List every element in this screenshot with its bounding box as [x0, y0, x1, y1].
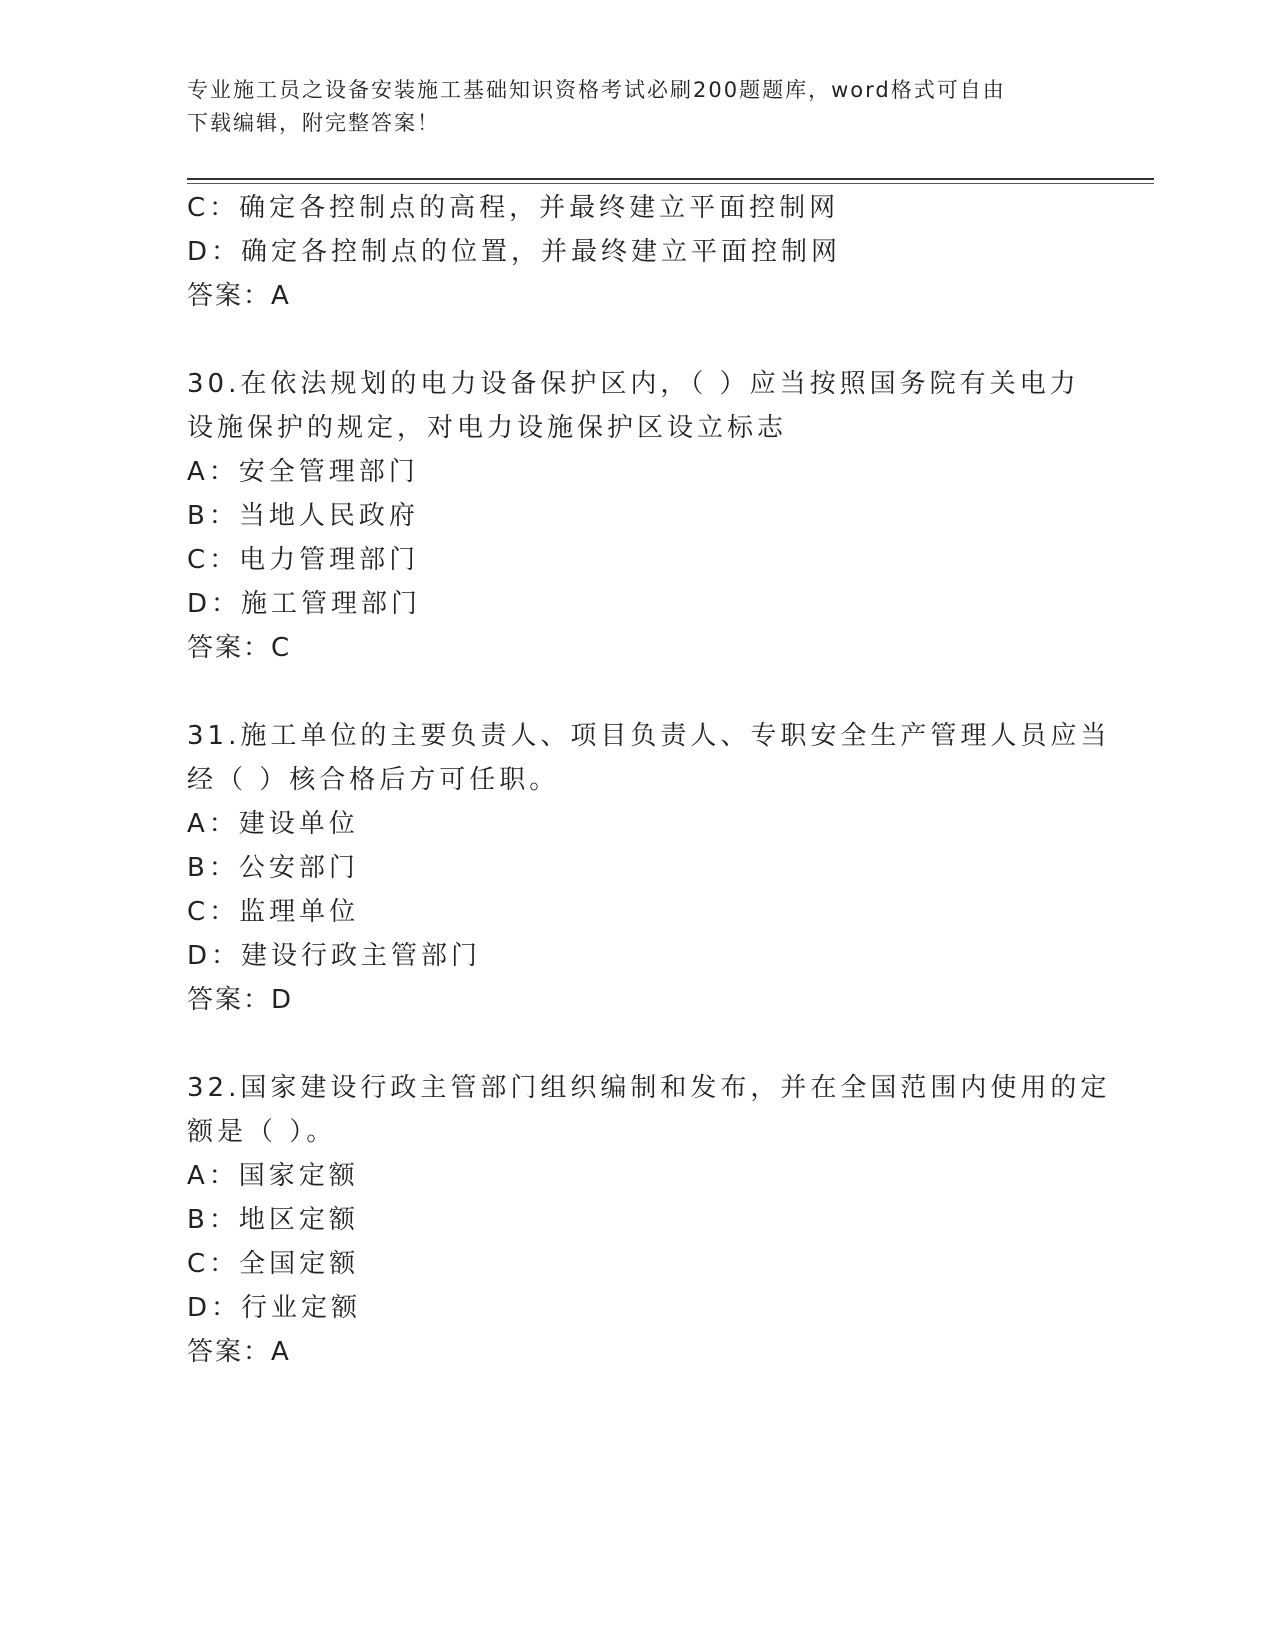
question-32-option-a: A：国家定额: [187, 1161, 359, 1191]
question-30-stem-line-1: 30.在依法规划的电力设备保护区内，（ ）应当按照国务院有关电力: [187, 369, 1080, 399]
header-title-line-2: 下载编辑，附完整答案！: [187, 111, 440, 135]
question-31-stem-line-2: 经（ ）核合格后方可任职。: [187, 765, 560, 795]
question-31-option-a: A：建设单位: [187, 809, 359, 839]
question-32-option-c: C：全国定额: [187, 1249, 360, 1279]
question-32-option-b: B：地区定额: [187, 1205, 359, 1235]
question-32-stem-line-2: 额是（ ）。: [187, 1117, 337, 1147]
question-31-option-b: B：公安部门: [187, 853, 359, 883]
question-30-option-d: D：施工管理部门: [187, 589, 422, 619]
question-31-option-c: C：监理单位: [187, 897, 360, 927]
question-32-answer: 答案：A: [187, 1337, 291, 1367]
question-30-answer: 答案：C: [187, 633, 292, 663]
question-32-option-d: D：行业定额: [187, 1293, 362, 1323]
header-divider-thin: [187, 183, 1154, 184]
question-29-answer: 答案：A: [187, 281, 291, 311]
question-29-option-c: C：确定各控制点的高程，并最终建立平面控制网: [187, 193, 840, 223]
question-30-option-b: B：当地人民政府: [187, 501, 419, 531]
question-31-option-d: D：建设行政主管部门: [187, 941, 482, 971]
question-30-stem-line-2: 设施保护的规定，对电力设施保护区设立标志: [187, 413, 788, 443]
header-title-line-1: 专业施工员之设备安装施工基础知识资格考试必刷200题题库，word格式可自由: [187, 78, 1006, 102]
question-31-answer: 答案：D: [187, 985, 294, 1015]
question-30-option-a: A：安全管理部门: [187, 457, 419, 487]
question-31-stem-line-1: 31.施工单位的主要负责人、项目负责人、专职安全生产管理人员应当: [187, 721, 1111, 751]
document-header: [187, 74, 1067, 140]
question-29-option-d: D：确定各控制点的位置，并最终建立平面控制网: [187, 237, 842, 267]
question-32-stem-line-1: 32.国家建设行政主管部门组织编制和发布，并在全国范围内使用的定: [187, 1073, 1111, 1103]
header-divider: [187, 178, 1154, 180]
question-30-option-c: C：电力管理部门: [187, 545, 420, 575]
